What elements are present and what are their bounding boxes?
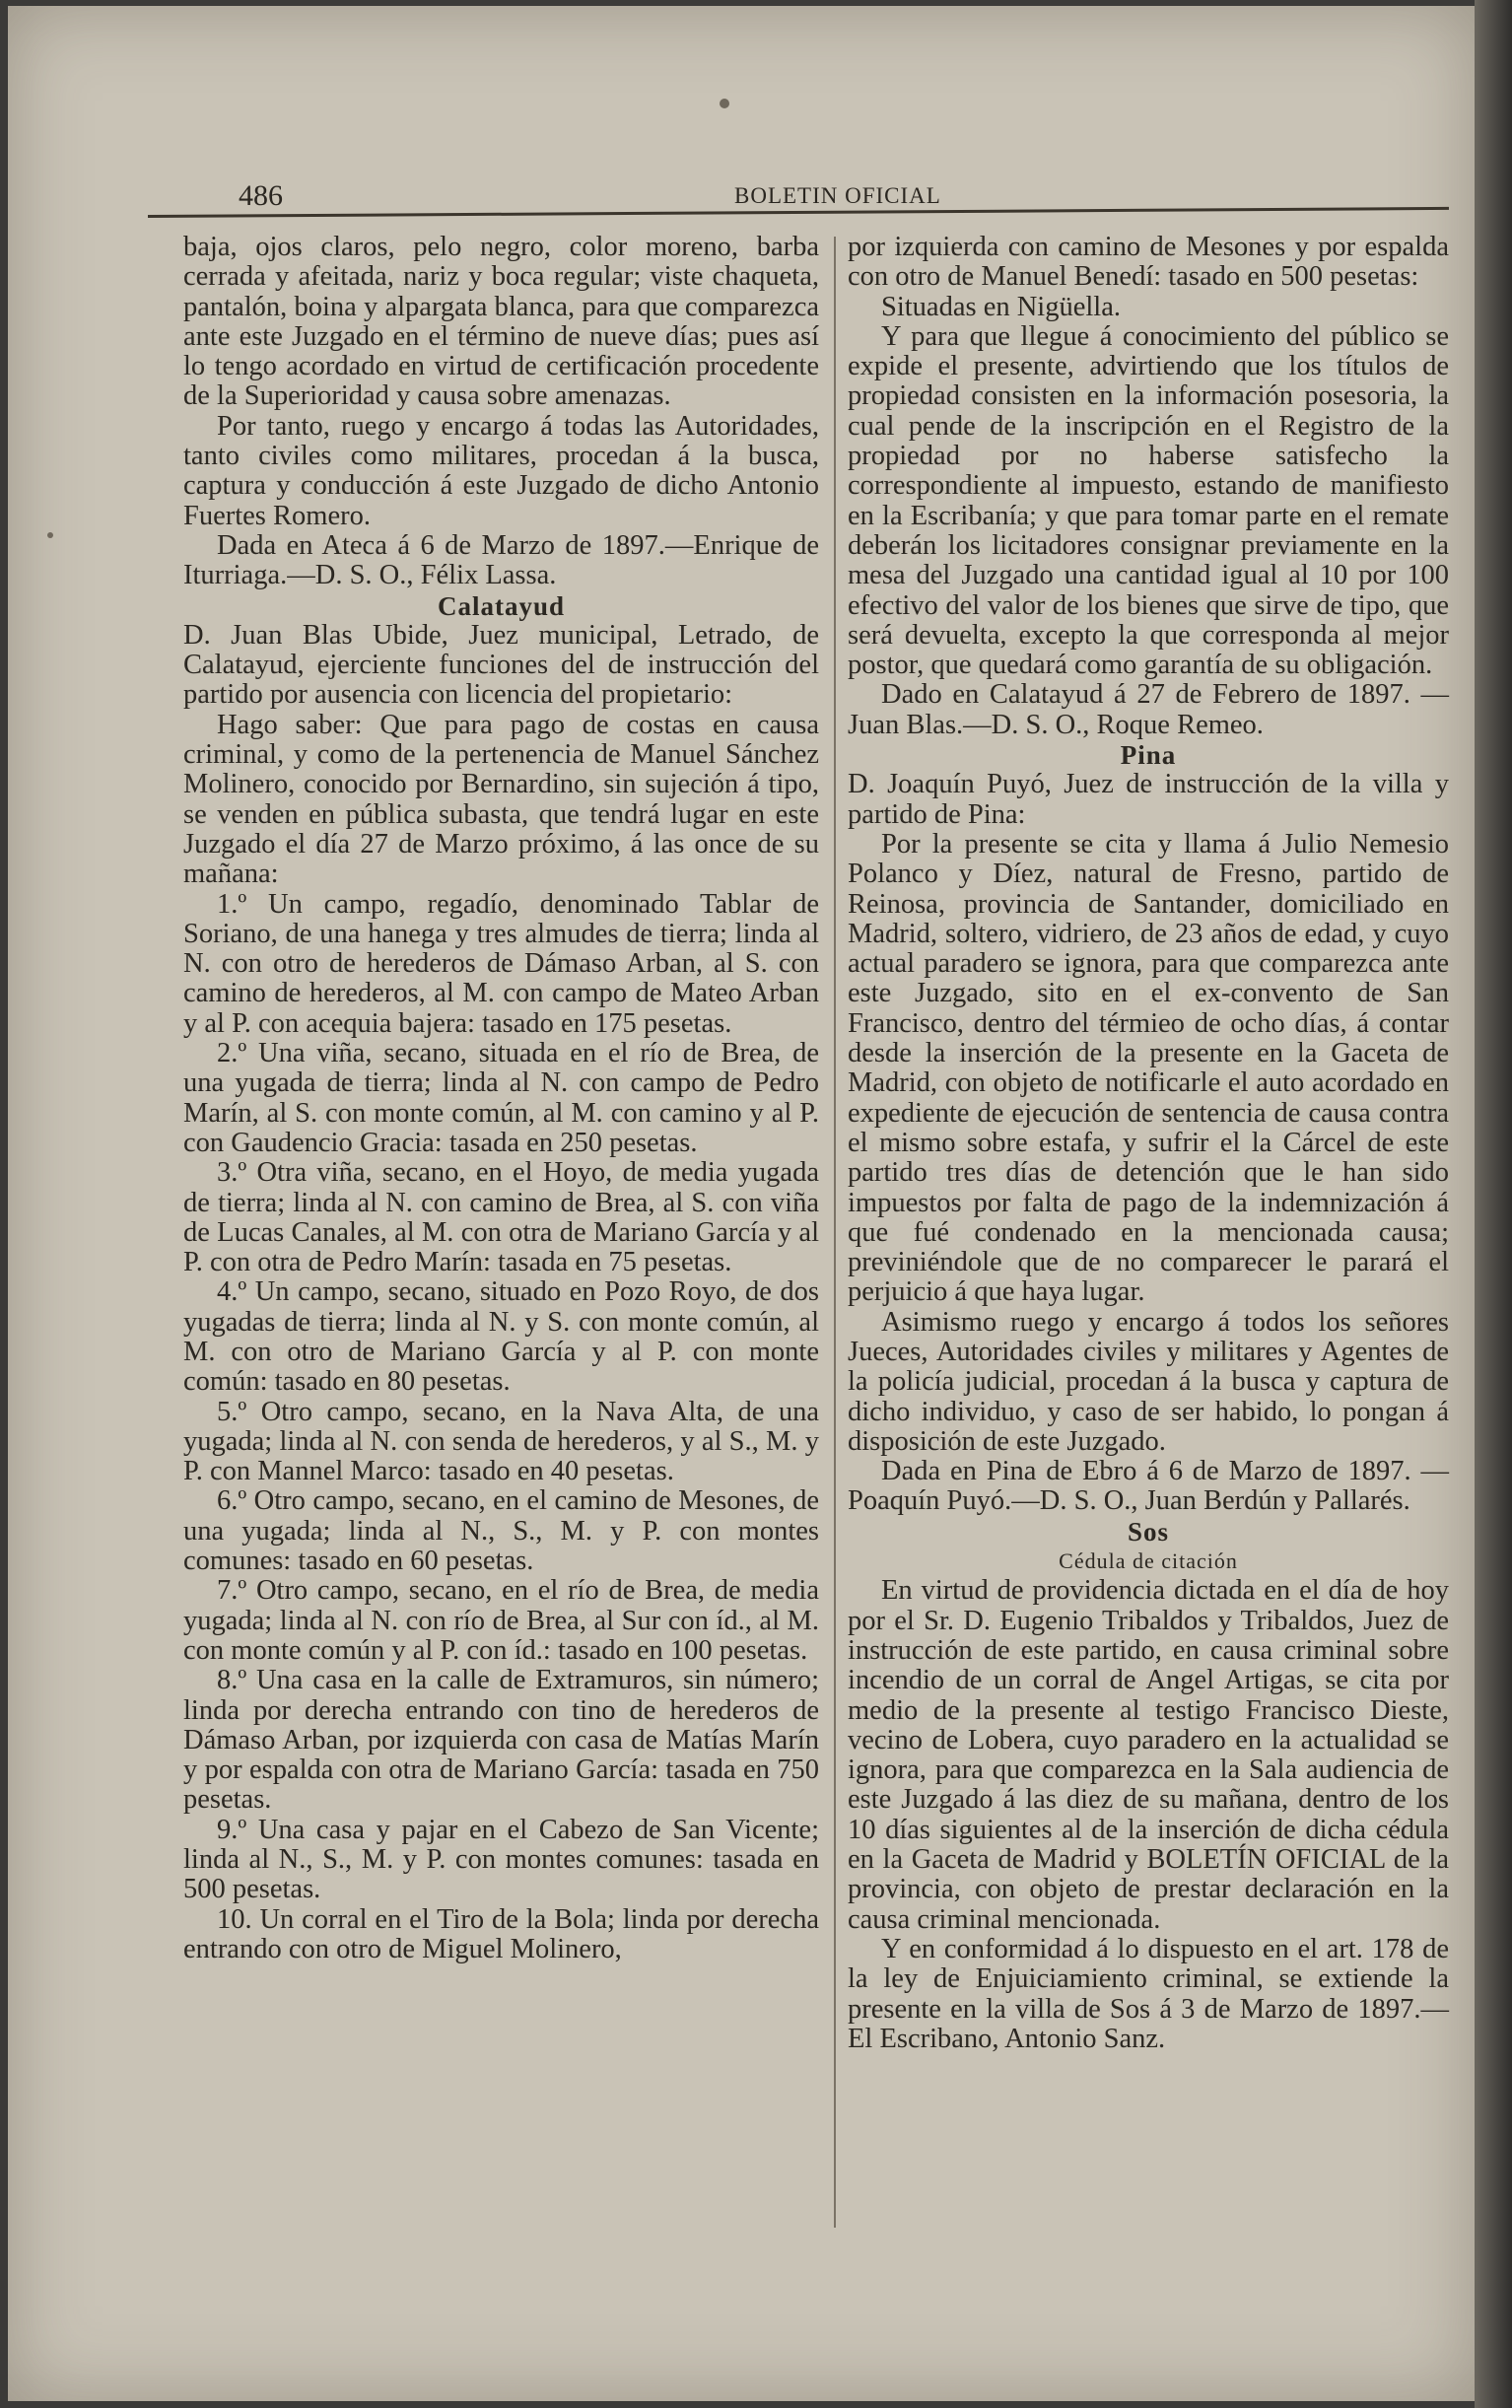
right-column <box>848 233 1449 2054</box>
left-column <box>183 233 819 1964</box>
section-heading-pina: Pina <box>1120 740 1177 771</box>
print-speck <box>720 99 729 108</box>
list-item: 2.º Una viña, secano, situada en el río de Brea, de una yugada de tierra; linda al N. con campo de Pedro Marín, al S. con monte común, al M. con camino y al P. con Gaudencio Gracia: tasada en 250 pesetas. <box>183 1038 819 1158</box>
paragraph: En virtud de providencia dictada en el día de hoy por el Sr. D. Eugenio Tribaldos y Tribaldos, Juez de instrucción de este partido, en causa criminal sobre incendio de un corral de Angel Artigas, se cita por medio de la presente al testigo Francisco Dieste, vecino de Lobera, cuyo paradero en la actualidad se ignora, para que comparezca en la Sala audiencia de este Juzgado á las diez de su mañana, dentro de los 10 días siguientes al de la inserción de dicha cédula en la Gaceta de Madrid y BOLETÍN OFICIAL de la provincia, con objeto de prestar declaración en la causa criminal mencionada. <box>848 1575 1449 1935</box>
paragraph: D. Juan Blas Ubide, Juez municipal, Letrado, de Calatayud, ejerciente funciones del de instrucción del partido por ausencia con licencia del propietario: <box>183 619 819 711</box>
list-item: 8.º Una casa en la calle de Extramuros, sin número; linda por derecha entrando con tino de herederos de Dámaso Arban, por izquierda con casa de Matías Marín y por espalda con otra de Mariano García: tasada en 750 pesetas. <box>183 1665 819 1816</box>
paragraph: Dada en Pina de Ebro á 6 de Marzo de 1897. —Poaquín Puyó.—D. S. O., Juan Berdún y Pallarés. <box>848 1456 1449 1517</box>
paragraph: Por la presente se cita y llama á Julio Nemesio Polanco y Díez, natural de Fresno, partido de Reinosa, provincia de Santander, domiciliado en Madrid, soltero, vidriero, de 23 años de edad, y cuyo actual paradero se ignora, para que comparezca ante este Juzgado, sito en el ex-convento de San Francisco, dentro del térmieo de ocho días, á contar desde la inserción de la presente en la Gaceta de Madrid, con objeto de notificarle el auto acordado en expediente de ejecución de sentencia de causa contra el mismo sobre estafa, y sufrir el la Cárcel de este partido tres días de detención que le han sido impuestos por falta de pago de la indemnización á que fué condenado en la mencionada causa; previniéndole que de no comparecer le parará el perjuicio á que haya lugar. <box>848 828 1449 1308</box>
paragraph: Dada en Ateca á 6 de Marzo de 1897.—Enrique de Iturriaga.—D. S. O., Félix Lassa. <box>183 529 819 591</box>
list-item: 9.º Una casa y pajar en el Cabezo de San Vicente; linda al N., S., M. y P. con montes comunes: tasada en 500 pesetas. <box>183 1814 819 1905</box>
section-heading-calatayud: Calatayud <box>437 590 566 621</box>
paragraph: baja, ojos claros, pelo negro, color moreno, barba cerrada y afeitada, nariz y boca regular; viste chaqueta, pantalón, boina y alpargata blanca, para que comparezca ante este Juzgado en el término de nueve días; pues así lo tengo acordado en virtud de certificación procedente de la Superioridad y causa sobre amenazas. <box>183 232 819 412</box>
paragraph: Por tanto, ruego y encargo á todas las Autoridades, tanto civiles como militares, procedan á la busca, captura y conducción á este Juzgado de dicho Antonio Fuertes Romero. <box>183 410 819 531</box>
list-item: 7.º Otro campo, secano, en el río de Brea, de media yugada; linda al N. con río de Brea, al Sur con íd., al M. con monte común y al P. con íd.: tasado en 100 pesetas. <box>183 1575 819 1666</box>
list-item: 5.º Otro campo, secano, en la Nava Alta, de una yugada; linda al N. con senda de herederos, y al S., M. y P. con Mannel Marco: tasado en 40 pesetas. <box>183 1396 819 1487</box>
page-number: 486 <box>239 179 283 212</box>
section-subheading: Cédula de citación <box>1059 1548 1238 1574</box>
list-item: 3.º Otra viña, secano, en el Hoyo, de media yugada de tierra; linda al N. con camino de Brea, al S. con viña de Lucas Canales, al M. con otra de Mariano García y al P. con otra de Pedro Marín: tasada en 75 pesetas. <box>183 1157 819 1278</box>
paragraph: D. Joaquín Puyó, Juez de instrucción de la villa y partido de Pina: <box>848 769 1449 830</box>
column-separator <box>834 237 836 2228</box>
paragraph: Dado en Calatayud á 27 de Febrero de 1897. —Juan Blas.—D. S. O., Roque Remeo. <box>848 679 1449 740</box>
section-heading-sos: Sos <box>1127 1516 1170 1547</box>
publication-title: BOLETIN OFICIAL <box>734 183 941 208</box>
list-item: 4.º Un campo, secano, situado en Pozo Royo, de dos yugadas de tierra; linda al N. y S. con monte común, al M. con otro de Mariano García y al P. con monte común: tasado en 80 pesetas. <box>183 1276 819 1398</box>
paragraph: Situadas en Nigüella. <box>881 291 1121 322</box>
paragraph: Y para que llegue á conocimiento del público se expide el presente, advirtiendo que los títulos de propiedad consisten en la información posesoria, la cual pende de la inscripción en el Registro de la propiedad por no haberse satisfecho la correspondiente al impuesto, estando de manifiesto en la Escribanía; y que para tomar parte en el remate deberán los licitadores consignar previamente en la mesa del Juzgado una cantidad igual al 10 por 100 efectivo del valor de los bienes que sirve de tipo, que será devuelta, excepto la que corresponda al mejor postor, que quedará como garantía de su obligación. <box>848 320 1449 681</box>
print-speck <box>47 532 53 538</box>
paragraph: Hago saber: Que para pago de costas en causa criminal, y como de la pertenencia de Manuel Sánchez Molinero, conocido por Bernardino, sin sujeción á tipo, se venden en pública subasta, que tendrá lugar en este Juzgado el día 27 de Marzo próximo, á las once de su mañana: <box>183 709 819 890</box>
page-edge-shadow <box>1475 0 1512 2408</box>
list-item: 1.º Un campo, regadío, denominado Tablar de Soriano, de una hanega y tres almudes de tierra; linda al N. con otro de herederos de Dámaso Arban, al S. con camino de herederos, al M. con campo de Mateo Arban y al P. con acequia bajera: tasado en 175 pesetas. <box>183 888 819 1039</box>
paragraph: por izquierda con camino de Mesones y por espalda con otro de Manuel Benedí: tasado en 500 pesetas: <box>848 232 1449 293</box>
paragraph: Asimismo ruego y encargo á todos los señores Jueces, Autoridades civiles y militares y Agentes de la policía judicial, procedan á la busca y captura de dicho individuo, y caso de ser habido, lo pongan á disposición de este Juzgado. <box>848 1306 1449 1457</box>
list-item: 6.º Otro campo, secano, en el camino de Mesones, de una yugada; linda al N., S., M. y P. con montes comunes: tasado en 60 pesetas. <box>183 1485 819 1577</box>
list-item: 10. Un corral en el Tiro de la Bola; linda por derecha entrando con otro de Miguel Molinero, <box>183 1903 819 1964</box>
paragraph: Y en conformidad á lo dispuesto en el art. 178 de la ley de Enjuiciamiento criminal, se extiende la presente en la villa de Sos á 3 de Marzo de 1897.—El Escribano, Antonio Sanz. <box>848 1933 1449 2054</box>
